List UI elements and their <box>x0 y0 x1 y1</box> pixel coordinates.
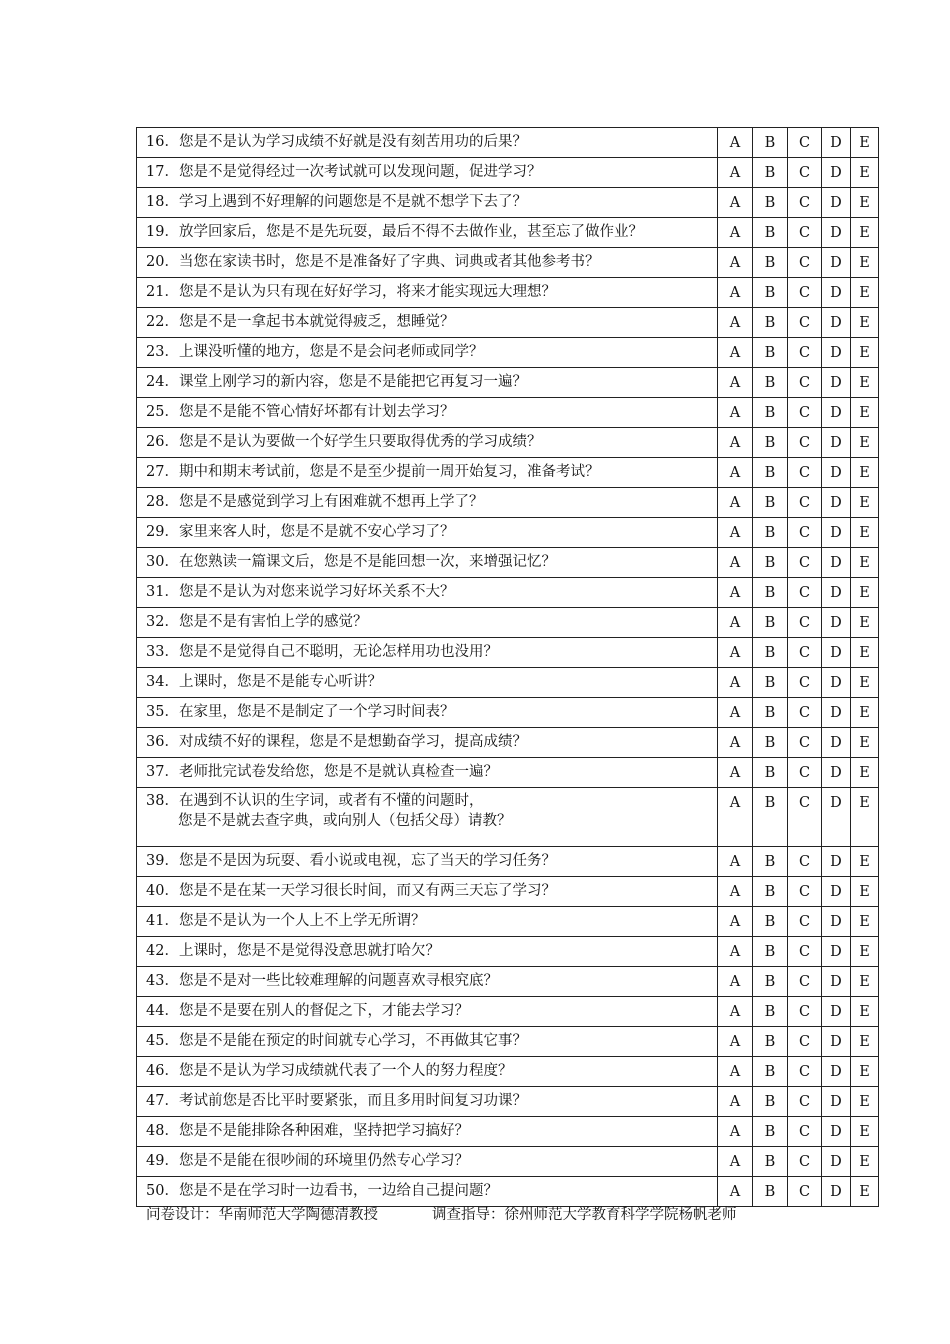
question-text <box>137 1057 718 1087</box>
question-row <box>137 728 879 758</box>
question-text <box>137 608 718 638</box>
option-d-cell[interactable]: D <box>822 758 851 788</box>
option-b-cell[interactable]: B <box>753 1057 788 1087</box>
option-c-cell[interactable]: C <box>788 728 822 758</box>
option-a-cell[interactable]: A <box>718 937 753 967</box>
option-a-cell[interactable]: A <box>718 1177 753 1207</box>
question-text <box>137 428 718 458</box>
option-d-cell[interactable]: D <box>822 1057 851 1087</box>
question-row <box>137 368 879 398</box>
option-b-cell[interactable]: B <box>753 907 788 937</box>
question-text <box>137 128 718 158</box>
option-b-cell[interactable]: B <box>753 128 788 158</box>
option-e-cell[interactable]: E <box>851 668 879 698</box>
option-c-cell[interactable]: C <box>788 458 822 488</box>
question-row <box>137 158 879 188</box>
option-c-cell[interactable]: C <box>788 398 822 428</box>
option-c-cell[interactable]: C <box>788 668 822 698</box>
question-text-line: 46．您是不是认为学习成绩就代表了一个人的努力程度？ <box>146 1063 513 1079</box>
question-row <box>137 428 879 458</box>
question-text <box>137 907 718 937</box>
option-c-cell[interactable]: C <box>788 518 822 548</box>
question-text-line: 48．您是不是能排除各种困难，坚持把学习搞好？ <box>146 1123 469 1139</box>
question-text-line: 35．在家里，您是不是制定了一个学习时间表？ <box>146 704 455 720</box>
option-a-cell[interactable]: A <box>718 428 753 458</box>
question-row <box>137 488 879 518</box>
question-text-line: 38．在遇到不认识的生字词，或者有不懂的问题时， <box>146 793 484 809</box>
question-text-line: 17．您是不是觉得经过一次考试就可以发现问题，促进学习？ <box>146 164 542 180</box>
option-c-cell[interactable]: C <box>788 1177 822 1207</box>
option-c-cell[interactable]: C <box>788 847 822 877</box>
option-a-cell[interactable]: A <box>718 608 753 638</box>
question-text <box>137 877 718 907</box>
option-b-cell[interactable]: B <box>753 458 788 488</box>
question-row <box>137 518 879 548</box>
option-e-cell[interactable]: E <box>851 338 879 368</box>
question-text <box>137 368 718 398</box>
question-text-line: 您是不是就去查字典，或向别人（包括父母）请教？ <box>178 813 512 829</box>
option-c-cell[interactable]: C <box>788 428 822 458</box>
option-d-cell[interactable]: D <box>822 1027 851 1057</box>
option-a-cell[interactable]: A <box>718 368 753 398</box>
option-c-cell[interactable]: C <box>788 188 822 218</box>
question-row <box>137 1027 879 1057</box>
question-text-line: 39．您是不是因为玩耍、看小说或电视，忘了当天的学习任务？ <box>146 853 556 869</box>
question-row <box>137 997 879 1027</box>
option-b-cell[interactable]: B <box>753 308 788 338</box>
option-d-cell[interactable]: D <box>822 428 851 458</box>
option-b-cell[interactable]: B <box>753 937 788 967</box>
option-d-cell[interactable]: D <box>822 638 851 668</box>
question-text-line: 23．上课没听懂的地方，您是不是会问老师或同学？ <box>146 344 484 360</box>
option-e-cell[interactable]: E <box>851 1177 879 1207</box>
option-b-cell[interactable]: B <box>753 668 788 698</box>
question-row <box>137 458 879 488</box>
option-b-cell[interactable]: B <box>753 548 788 578</box>
option-b-cell[interactable]: B <box>753 188 788 218</box>
option-d-cell[interactable]: D <box>822 1147 851 1177</box>
option-a-cell[interactable]: A <box>718 877 753 907</box>
option-a-cell[interactable]: A <box>718 638 753 668</box>
option-d-cell[interactable]: D <box>822 278 851 308</box>
option-c-cell[interactable]: C <box>788 638 822 668</box>
question-text-line: 19．放学回家后，您是不是先玩耍，最后不得不去做作业，甚至忘了做作业？ <box>146 224 643 240</box>
option-d-cell[interactable]: D <box>822 488 851 518</box>
option-e-cell[interactable]: E <box>851 308 879 338</box>
footer <box>146 1203 737 1224</box>
question-row <box>137 128 879 158</box>
option-e-cell[interactable]: E <box>851 638 879 668</box>
question-row <box>137 758 879 788</box>
question-text-line: 18．学习上遇到不好理解的问题您是不是就不想学下去了？ <box>146 194 527 210</box>
question-text-line: 47．考试前您是否比平时要紧张，而且多用时间复习功课？ <box>146 1093 527 1109</box>
option-e-cell[interactable]: E <box>851 1147 879 1177</box>
question-row <box>137 308 879 338</box>
option-c-cell[interactable]: C <box>788 758 822 788</box>
option-d-cell[interactable]: D <box>822 698 851 728</box>
option-d-cell[interactable]: D <box>822 728 851 758</box>
option-d-cell[interactable]: D <box>822 608 851 638</box>
question-text-line: 33．您是不是觉得自己不聪明，无论怎样用功也没用？ <box>146 644 498 660</box>
question-text <box>137 248 718 278</box>
option-b-cell[interactable]: B <box>753 518 788 548</box>
option-d-cell[interactable]: D <box>822 338 851 368</box>
option-d-cell[interactable]: D <box>822 218 851 248</box>
option-d-cell[interactable]: D <box>822 1117 851 1147</box>
question-row <box>137 248 879 278</box>
question-row <box>137 548 879 578</box>
option-d-cell[interactable]: D <box>822 548 851 578</box>
option-e-cell[interactable]: E <box>851 788 879 847</box>
option-c-cell[interactable]: C <box>788 578 822 608</box>
option-d-cell[interactable]: D <box>822 248 851 278</box>
option-c-cell[interactable]: C <box>788 1117 822 1147</box>
option-a-cell[interactable]: A <box>718 458 753 488</box>
question-text-line: 22．您是不是一拿起书本就觉得疲乏，想睡觉？ <box>146 314 455 330</box>
option-e-cell[interactable]: E <box>851 548 879 578</box>
question-text <box>137 158 718 188</box>
question-text-line: 49．您是不是能在很吵闹的环境里仍然专心学习？ <box>146 1153 469 1169</box>
option-d-cell[interactable]: D <box>822 847 851 877</box>
option-a-cell[interactable]: A <box>718 128 753 158</box>
footer-guidance-credit: 调查指导：徐州师范大学教育科学学院杨帆老师 <box>432 1207 737 1223</box>
option-e-cell[interactable]: E <box>851 518 879 548</box>
question-row <box>137 668 879 698</box>
option-e-cell[interactable]: E <box>851 578 879 608</box>
question-row <box>137 698 879 728</box>
question-text-line: 37．老师批完试卷发给您，您是不是就认真检查一遍？ <box>146 764 498 780</box>
option-a-cell[interactable]: A <box>718 1147 753 1177</box>
option-c-cell[interactable]: C <box>788 1027 822 1057</box>
option-a-cell[interactable]: A <box>718 248 753 278</box>
question-text <box>137 1147 718 1177</box>
option-d-cell[interactable]: D <box>822 997 851 1027</box>
option-a-cell[interactable]: A <box>718 1087 753 1117</box>
question-text <box>137 1117 718 1147</box>
option-d-cell[interactable]: D <box>822 578 851 608</box>
option-a-cell[interactable]: A <box>718 1057 753 1087</box>
option-e-cell[interactable]: E <box>851 907 879 937</box>
option-e-cell[interactable]: E <box>851 1057 879 1087</box>
question-text-line: 40．您是不是在某一天学习很长时间，而又有两三天忘了学习？ <box>146 883 556 899</box>
option-b-cell[interactable]: B <box>753 877 788 907</box>
question-row <box>137 188 879 218</box>
option-a-cell[interactable]: A <box>718 578 753 608</box>
question-text <box>137 488 718 518</box>
option-e-cell[interactable]: E <box>851 1027 879 1057</box>
question-text-line: 25．您是不是能不管心情好坏都有计划去学习？ <box>146 404 455 420</box>
option-b-cell[interactable]: B <box>753 638 788 668</box>
option-d-cell[interactable]: D <box>822 1177 851 1207</box>
option-a-cell[interactable]: A <box>718 488 753 518</box>
option-b-cell[interactable]: B <box>753 338 788 368</box>
option-e-cell[interactable]: E <box>851 997 879 1027</box>
option-a-cell[interactable]: A <box>718 967 753 997</box>
option-d-cell[interactable]: D <box>822 128 851 158</box>
option-c-cell[interactable]: C <box>788 788 822 847</box>
option-b-cell[interactable]: B <box>753 1117 788 1147</box>
option-c-cell[interactable]: C <box>788 548 822 578</box>
question-text-line: 31．您是不是认为对您来说学习好坏关系不大？ <box>146 584 455 600</box>
question-row <box>137 847 879 877</box>
question-text-line: 29．家里来客人时，您是不是就不安心学习了？ <box>146 524 455 540</box>
option-e-cell[interactable]: E <box>851 877 879 907</box>
option-e-cell[interactable]: E <box>851 937 879 967</box>
question-text <box>137 458 718 488</box>
option-e-cell[interactable]: E <box>851 158 879 188</box>
question-text-line: 21．您是不是认为只有现在好好学习，将来才能实现远大理想？ <box>146 284 556 300</box>
option-c-cell[interactable]: C <box>788 338 822 368</box>
option-b-cell[interactable]: B <box>753 368 788 398</box>
option-e-cell[interactable]: E <box>851 128 879 158</box>
question-text <box>137 398 718 428</box>
question-text <box>137 578 718 608</box>
option-d-cell[interactable]: D <box>822 458 851 488</box>
option-a-cell[interactable]: A <box>718 338 753 368</box>
option-e-cell[interactable]: E <box>851 847 879 877</box>
question-text-line: 32．您是不是有害怕上学的感觉？ <box>146 614 368 630</box>
option-c-cell[interactable]: C <box>788 1147 822 1177</box>
question-text-line: 50．您是不是在学习时一边看书，一边给自己提问题？ <box>146 1183 498 1199</box>
option-e-cell[interactable]: E <box>851 1087 879 1117</box>
option-a-cell[interactable]: A <box>718 997 753 1027</box>
question-text-line: 26．您是不是认为要做一个好学生只要取得优秀的学习成绩？ <box>146 434 542 450</box>
question-row <box>137 218 879 248</box>
question-text <box>137 788 718 847</box>
option-d-cell[interactable]: D <box>822 308 851 338</box>
option-b-cell[interactable]: B <box>753 218 788 248</box>
question-text-line: 34．上课时，您是不是能专心听讲？ <box>146 674 382 690</box>
question-text-line: 36．对成绩不好的课程，您是不是想勤奋学习，提高成绩？ <box>146 734 527 750</box>
option-e-cell[interactable]: E <box>851 758 879 788</box>
option-c-cell[interactable]: C <box>788 308 822 338</box>
question-text-line: 24．课堂上刚学习的新内容，您是不是能把它再复习一遍？ <box>146 374 527 390</box>
option-e-cell[interactable]: E <box>851 608 879 638</box>
question-text <box>137 1027 718 1057</box>
option-b-cell[interactable]: B <box>753 728 788 758</box>
footer-design-credit: 问卷设计：华南师范大学陶德清教授 <box>146 1207 378 1223</box>
option-c-cell[interactable]: C <box>788 128 822 158</box>
question-row <box>137 1117 879 1147</box>
option-b-cell[interactable]: B <box>753 398 788 428</box>
option-d-cell[interactable]: D <box>822 1087 851 1117</box>
option-d-cell[interactable]: D <box>822 398 851 428</box>
option-d-cell[interactable]: D <box>822 158 851 188</box>
question-text <box>137 997 718 1027</box>
option-a-cell[interactable]: A <box>718 158 753 188</box>
option-a-cell[interactable]: A <box>718 218 753 248</box>
question-row <box>137 1057 879 1087</box>
option-c-cell[interactable]: C <box>788 937 822 967</box>
question-text-line: 16．您是不是认为学习成绩不好就是没有刻苦用功的后果？ <box>146 134 527 150</box>
question-text-line: 28．您是不是感觉到学习上有困难就不想再上学了？ <box>146 494 484 510</box>
question-text-line: 27．期中和期末考试前，您是不是至少提前一周开始复习，准备考试？ <box>146 464 600 480</box>
question-row <box>137 278 879 308</box>
option-e-cell[interactable]: E <box>851 1117 879 1147</box>
option-b-cell[interactable]: B <box>753 278 788 308</box>
option-b-cell[interactable]: B <box>753 698 788 728</box>
option-a-cell[interactable]: A <box>718 1117 753 1147</box>
question-row <box>137 338 879 368</box>
option-a-cell[interactable]: A <box>718 518 753 548</box>
option-e-cell[interactable]: E <box>851 728 879 758</box>
option-a-cell[interactable]: A <box>718 398 753 428</box>
question-text <box>137 308 718 338</box>
option-b-cell[interactable]: B <box>753 488 788 518</box>
option-c-cell[interactable]: C <box>788 608 822 638</box>
option-b-cell[interactable]: B <box>753 1087 788 1117</box>
option-b-cell[interactable]: B <box>753 1147 788 1177</box>
question-row <box>137 1147 879 1177</box>
question-row <box>137 967 879 997</box>
option-b-cell[interactable]: B <box>753 248 788 278</box>
questionnaire-sheet <box>136 127 878 1207</box>
option-e-cell[interactable]: E <box>851 967 879 997</box>
question-text-line: 42．上课时，您是不是觉得没意思就打哈欠？ <box>146 943 440 959</box>
option-a-cell[interactable]: A <box>718 728 753 758</box>
question-text <box>137 847 718 877</box>
option-a-cell[interactable]: A <box>718 1027 753 1057</box>
option-c-cell[interactable]: C <box>788 368 822 398</box>
question-row <box>137 937 879 967</box>
option-b-cell[interactable]: B <box>753 158 788 188</box>
option-d-cell[interactable]: D <box>822 188 851 218</box>
question-row <box>137 907 879 937</box>
option-a-cell[interactable]: A <box>718 278 753 308</box>
question-row <box>137 1087 879 1117</box>
option-a-cell[interactable]: A <box>718 188 753 218</box>
question-text <box>137 1087 718 1117</box>
option-c-cell[interactable]: C <box>788 1057 822 1087</box>
question-text <box>137 638 718 668</box>
option-c-cell[interactable]: C <box>788 997 822 1027</box>
question-text-line: 43．您是不是对一些比较难理解的问题喜欢寻根究底？ <box>146 973 498 989</box>
question-row <box>137 638 879 668</box>
question-text <box>137 1177 718 1207</box>
question-text <box>137 758 718 788</box>
option-c-cell[interactable]: C <box>788 877 822 907</box>
option-c-cell[interactable]: C <box>788 248 822 278</box>
question-text <box>137 967 718 997</box>
question-text <box>137 937 718 967</box>
question-text <box>137 698 718 728</box>
option-c-cell[interactable]: C <box>788 698 822 728</box>
question-row <box>137 578 879 608</box>
option-d-cell[interactable]: D <box>822 518 851 548</box>
option-d-cell[interactable]: D <box>822 877 851 907</box>
option-e-cell[interactable]: E <box>851 698 879 728</box>
option-c-cell[interactable]: C <box>788 967 822 997</box>
question-row <box>137 788 879 847</box>
option-d-cell[interactable]: D <box>822 368 851 398</box>
option-b-cell[interactable]: B <box>753 758 788 788</box>
option-a-cell[interactable]: A <box>718 668 753 698</box>
question-text-line: 41．您是不是认为一个人上不上学无所谓？ <box>146 913 426 929</box>
option-a-cell[interactable]: A <box>718 788 753 847</box>
option-e-cell[interactable]: E <box>851 278 879 308</box>
question-text <box>137 668 718 698</box>
option-d-cell[interactable]: D <box>822 788 851 847</box>
option-b-cell[interactable]: B <box>753 847 788 877</box>
question-text <box>137 188 718 218</box>
question-text <box>137 278 718 308</box>
option-c-cell[interactable]: C <box>788 218 822 248</box>
option-b-cell[interactable]: B <box>753 1027 788 1057</box>
option-b-cell[interactable]: B <box>753 1177 788 1207</box>
option-e-cell[interactable]: E <box>851 428 879 458</box>
question-text-line: 20．当您在家读书时，您是不是准备好了字典、词典或者其他参考书？ <box>146 254 600 270</box>
option-a-cell[interactable]: A <box>718 698 753 728</box>
option-a-cell[interactable]: A <box>718 907 753 937</box>
option-e-cell[interactable]: E <box>851 188 879 218</box>
option-a-cell[interactable]: A <box>718 847 753 877</box>
option-d-cell[interactable]: D <box>822 967 851 997</box>
option-b-cell[interactable]: B <box>753 997 788 1027</box>
question-row <box>137 1177 879 1207</box>
question-text-line: 30．在您熟读一篇课文后，您是不是能回想一次，来增强记忆？ <box>146 554 556 570</box>
option-e-cell[interactable]: E <box>851 368 879 398</box>
question-text-line: 45．您是不是能在预定的时间就专心学习，不再做其它事？ <box>146 1033 527 1049</box>
option-c-cell[interactable]: C <box>788 278 822 308</box>
question-row <box>137 608 879 638</box>
option-a-cell[interactable]: A <box>718 308 753 338</box>
option-b-cell[interactable]: B <box>753 608 788 638</box>
question-text <box>137 338 718 368</box>
option-c-cell[interactable]: C <box>788 1087 822 1117</box>
question-text <box>137 548 718 578</box>
option-e-cell[interactable]: E <box>851 218 879 248</box>
option-b-cell[interactable]: B <box>753 578 788 608</box>
question-table <box>136 127 879 1207</box>
question-text <box>137 518 718 548</box>
option-b-cell[interactable]: B <box>753 428 788 458</box>
option-e-cell[interactable]: E <box>851 398 879 428</box>
option-e-cell[interactable]: E <box>851 458 879 488</box>
question-text <box>137 218 718 248</box>
option-d-cell[interactable]: D <box>822 668 851 698</box>
option-b-cell[interactable]: B <box>753 788 788 847</box>
question-text-line: 44．您是不是要在别人的督促之下，才能去学习？ <box>146 1003 469 1019</box>
option-e-cell[interactable]: E <box>851 488 879 518</box>
option-c-cell[interactable]: C <box>788 158 822 188</box>
option-b-cell[interactable]: B <box>753 967 788 997</box>
option-a-cell[interactable]: A <box>718 758 753 788</box>
option-c-cell[interactable]: C <box>788 488 822 518</box>
question-row <box>137 398 879 428</box>
option-a-cell[interactable]: A <box>718 548 753 578</box>
option-d-cell[interactable]: D <box>822 937 851 967</box>
question-row <box>137 877 879 907</box>
option-e-cell[interactable]: E <box>851 248 879 278</box>
option-d-cell[interactable]: D <box>822 907 851 937</box>
option-c-cell[interactable]: C <box>788 907 822 937</box>
question-text <box>137 728 718 758</box>
